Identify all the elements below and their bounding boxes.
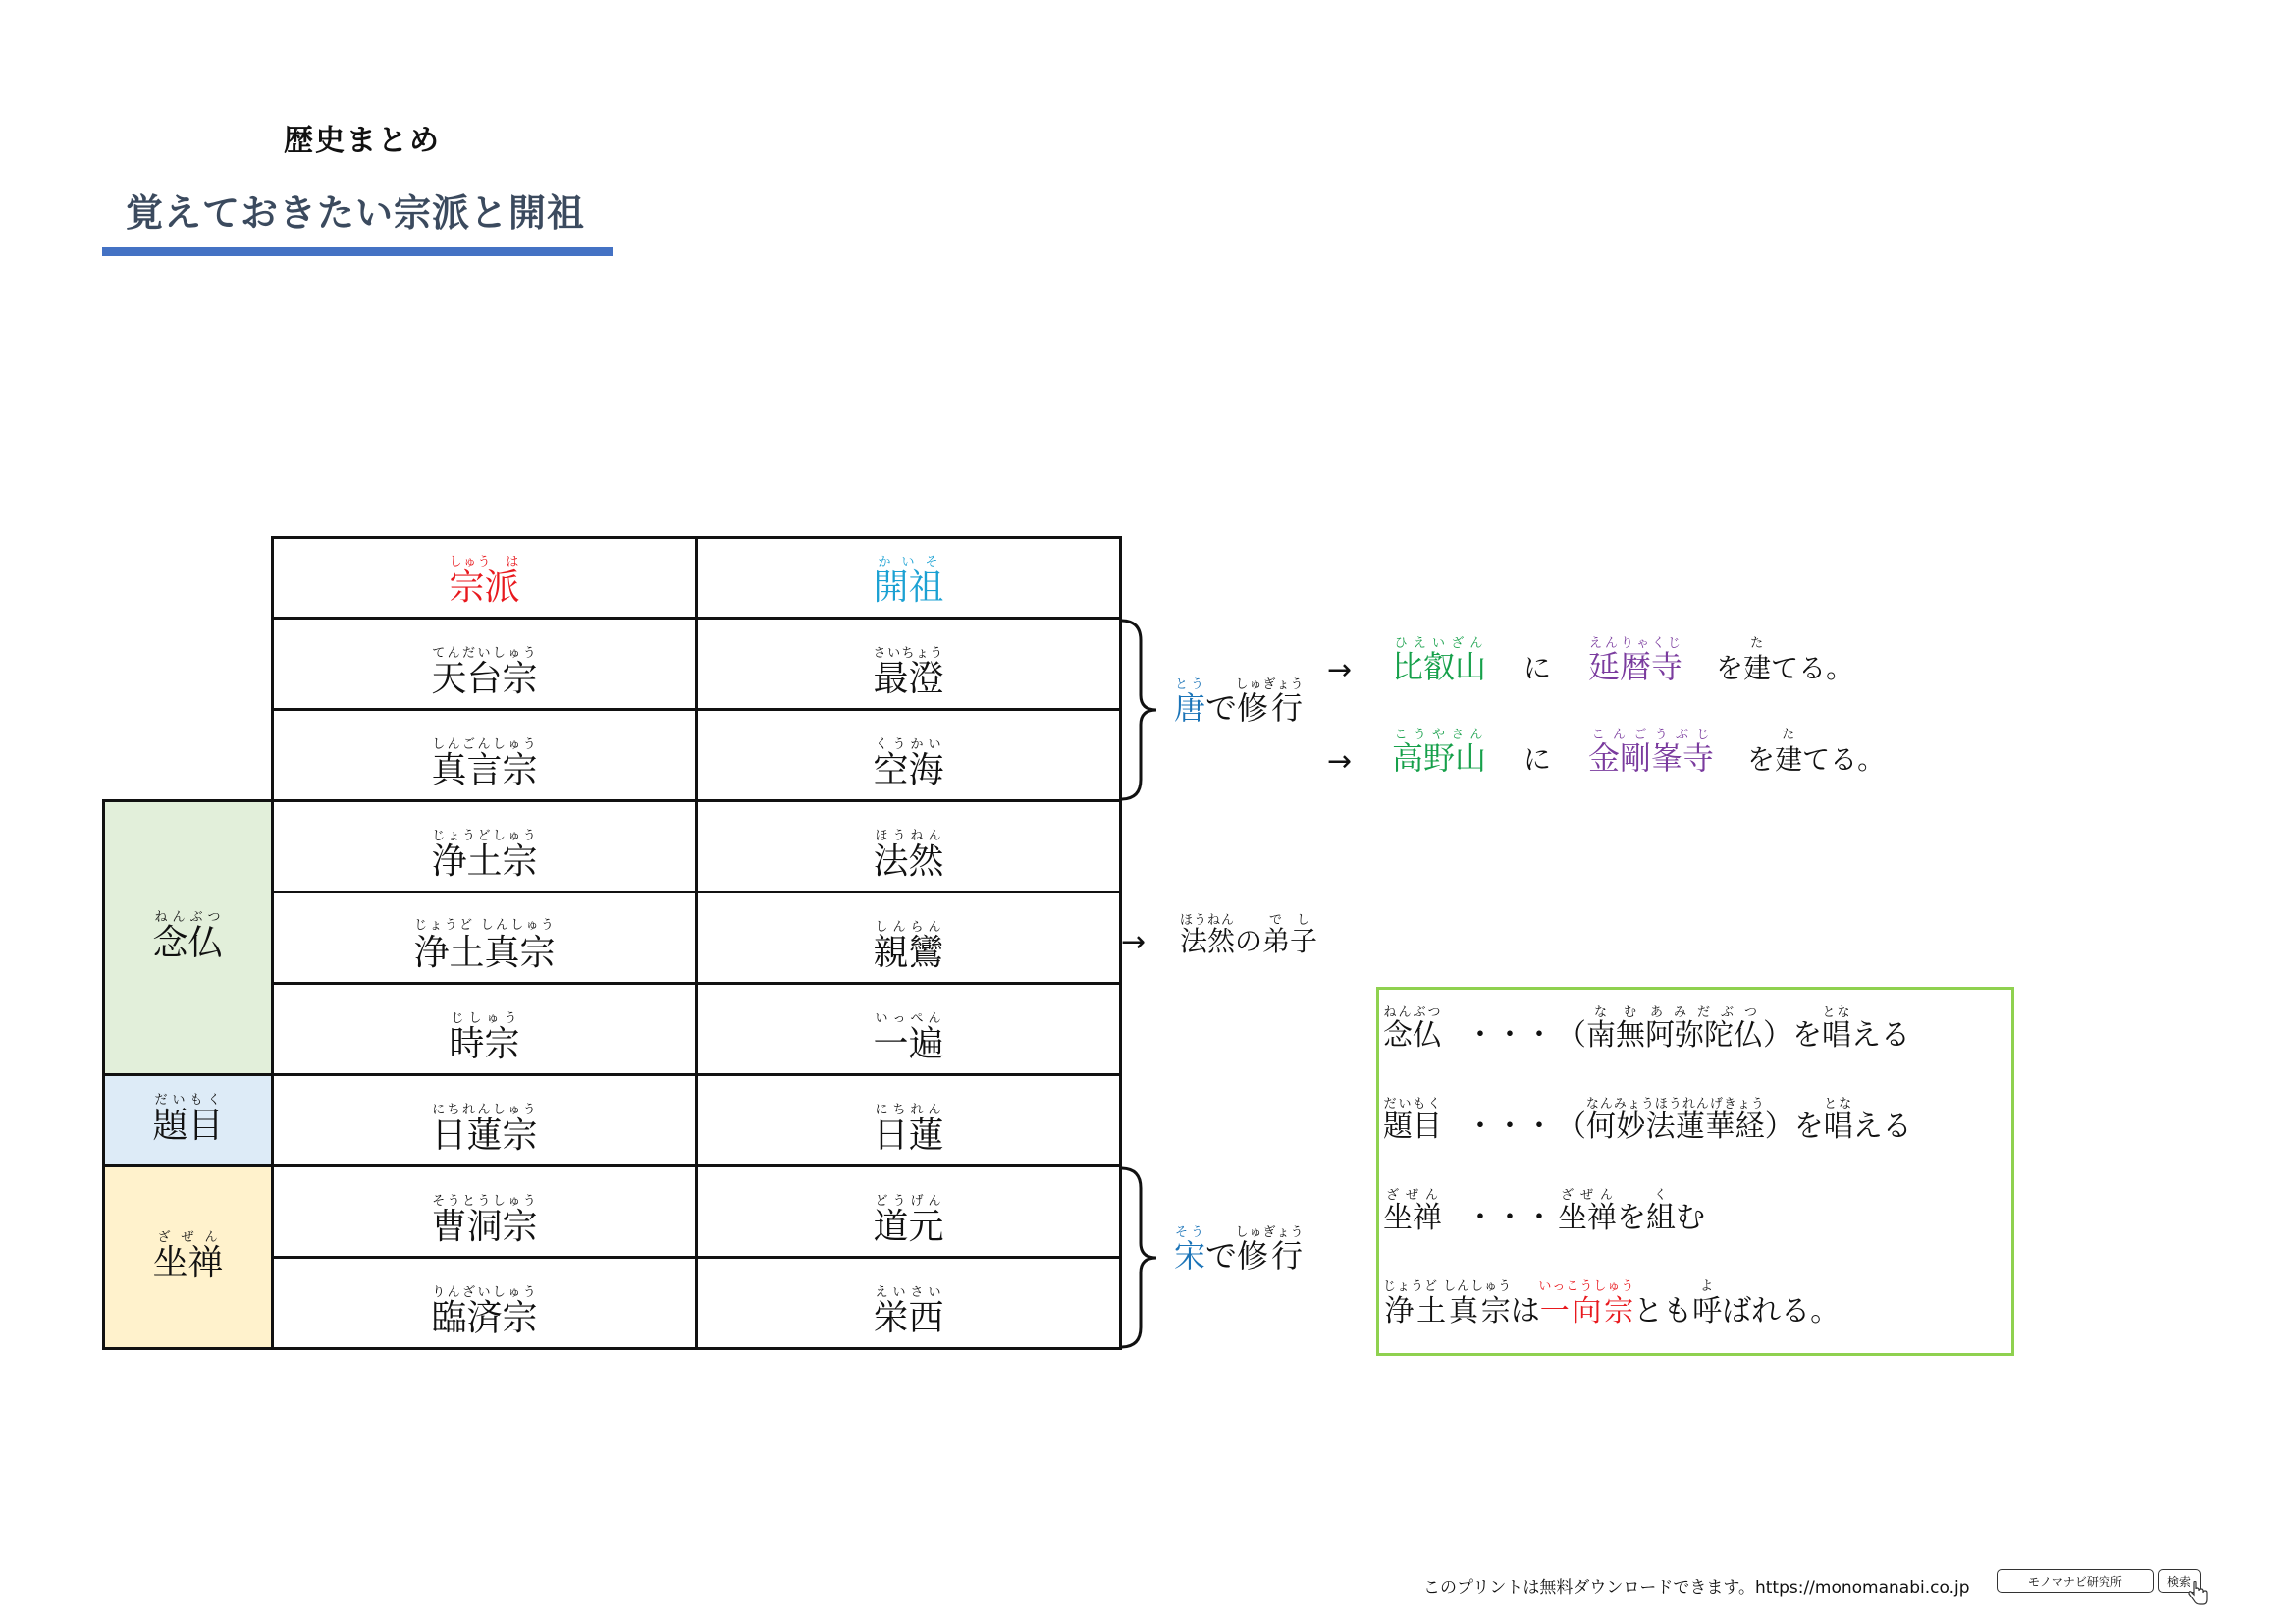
category-nenbutsu bbox=[102, 799, 274, 1076]
sect-name: 浄土真宗じょうど しんしゅう bbox=[413, 917, 556, 973]
founder-cell bbox=[695, 982, 1122, 1076]
sect-name: 曹洞宗そうとうしゅう bbox=[431, 1193, 538, 1247]
arrow-icon: → bbox=[1327, 653, 1353, 687]
header-founder: 開祖かいそ bbox=[873, 554, 944, 608]
temple-name: 延暦寺えんりゃくじ bbox=[1588, 636, 1683, 685]
founder-name: 栄西えいさい bbox=[873, 1284, 944, 1338]
header-sect: 宗派しゅう は bbox=[449, 554, 520, 608]
founder-name: 日蓮にちれん bbox=[873, 1102, 944, 1156]
info-box bbox=[1376, 987, 2014, 1356]
shinran-note: 法然ほうねんの弟子でし bbox=[1180, 913, 1318, 957]
shingon-temple-note: 高野山こうやさんに 金剛峯寺こんごうぶじを建たてる。 bbox=[1392, 728, 1886, 777]
search-button[interactable]: 検索 bbox=[2158, 1569, 2201, 1593]
category-label: 念仏ねんぶつ bbox=[152, 910, 224, 964]
tang-study: 修行しゅぎょう bbox=[1235, 677, 1305, 727]
page-title: 覚えておきたい宗派と開祖 bbox=[126, 191, 586, 235]
mountain-name: 高野山こうやさん bbox=[1392, 728, 1487, 777]
founder-name: 一遍いっぺん bbox=[873, 1010, 944, 1064]
song-study: 修行しゅぎょう bbox=[1235, 1225, 1305, 1274]
category-label: 坐禅ざぜん bbox=[152, 1229, 224, 1283]
founder-name: 最澄さいちょう bbox=[873, 645, 944, 699]
brace-song bbox=[1119, 1164, 1168, 1351]
title-underline bbox=[102, 247, 613, 256]
sect-cell bbox=[271, 982, 698, 1076]
founder-cell bbox=[695, 1073, 1122, 1167]
arrow-icon: → bbox=[1327, 744, 1353, 779]
tendai-temple-note: 比叡山ひえいざんに 延暦寺えんりゃくじを建たてる。 bbox=[1392, 636, 1854, 685]
pointer-cursor-icon bbox=[2187, 1581, 2209, 1606]
footer-text: このプリントは無料ダウンロードできます。https://monomanabi.co.jp bbox=[1423, 1578, 1970, 1597]
founder-cell bbox=[695, 617, 1122, 711]
founder-cell bbox=[695, 1256, 1122, 1350]
sect-cell bbox=[271, 708, 698, 802]
sect-name: 臨済宗りんざいしゅう bbox=[431, 1284, 538, 1338]
category-zazen bbox=[102, 1164, 274, 1350]
sect-cell bbox=[271, 1256, 698, 1350]
founder-name: 親鸞しんらん bbox=[873, 919, 944, 973]
sect-cell bbox=[271, 1073, 698, 1167]
founder-cell bbox=[695, 799, 1122, 893]
tang-study-note: 唐とうで修行しゅぎょう bbox=[1174, 677, 1305, 727]
subject-label: 歴史まとめ bbox=[284, 124, 441, 158]
sect-cell bbox=[271, 799, 698, 893]
song-study-note: 宋そうで修行しゅぎょう bbox=[1174, 1225, 1305, 1274]
sect-name: 浄土宗じょうどしゅう bbox=[431, 828, 538, 882]
temple-name: 金剛峯寺こんごうぶじ bbox=[1588, 728, 1715, 777]
sect-cell bbox=[271, 617, 698, 711]
founder-cell bbox=[695, 891, 1122, 985]
category-label: 題目だいもく bbox=[152, 1093, 224, 1147]
header-sect-cell bbox=[271, 536, 698, 620]
brace-tang bbox=[1119, 617, 1168, 803]
header-founder-cell bbox=[695, 536, 1122, 620]
sect-name: 日蓮宗にちれんしゅう bbox=[431, 1102, 538, 1156]
honen-name: 法然ほうねん bbox=[1180, 913, 1236, 957]
founder-name: 道元どうげん bbox=[873, 1193, 944, 1247]
search-box[interactable]: モノマナビ研究所 bbox=[1997, 1569, 2154, 1593]
sect-cell bbox=[271, 891, 698, 985]
sect-cell bbox=[271, 1164, 698, 1259]
song-place: 宋そう bbox=[1174, 1225, 1206, 1274]
daimoku-line: 題目だいもく・・・ （何妙法蓮華経なんみょうほうれんげきょう）を唱となえる bbox=[1383, 1097, 1912, 1144]
arrow-icon: → bbox=[1121, 925, 1147, 959]
sect-name: 真言宗しんごんしゅう bbox=[431, 736, 538, 790]
nenbutsu-line: 念仏ねんぶつ・・・ （南無なむ阿弥陀仏あみだぶつ）を唱となえる bbox=[1383, 1005, 1910, 1053]
founder-cell bbox=[695, 1164, 1122, 1259]
founder-cell bbox=[695, 708, 1122, 802]
founder-name: 空海くうかい bbox=[873, 736, 944, 790]
tang-place: 唐とう bbox=[1174, 677, 1206, 727]
sect-name: 天台宗てんだいしゅう bbox=[431, 645, 538, 699]
sect-name: 時宗じしゅう bbox=[449, 1010, 520, 1064]
founder-name: 法然ほうねん bbox=[873, 828, 944, 882]
zazen-line: 坐禅ざぜん・・・ 坐禅ざぜんを組くむ bbox=[1383, 1188, 1705, 1235]
deshi: 弟子でし bbox=[1262, 913, 1318, 957]
ikko-line: 浄土真宗じょうど しんしゅうは一向宗いっこうしゅうとも呼よばれる。 bbox=[1383, 1279, 1841, 1328]
mountain-name: 比叡山ひえいざん bbox=[1392, 636, 1487, 685]
category-daimoku bbox=[102, 1073, 274, 1167]
